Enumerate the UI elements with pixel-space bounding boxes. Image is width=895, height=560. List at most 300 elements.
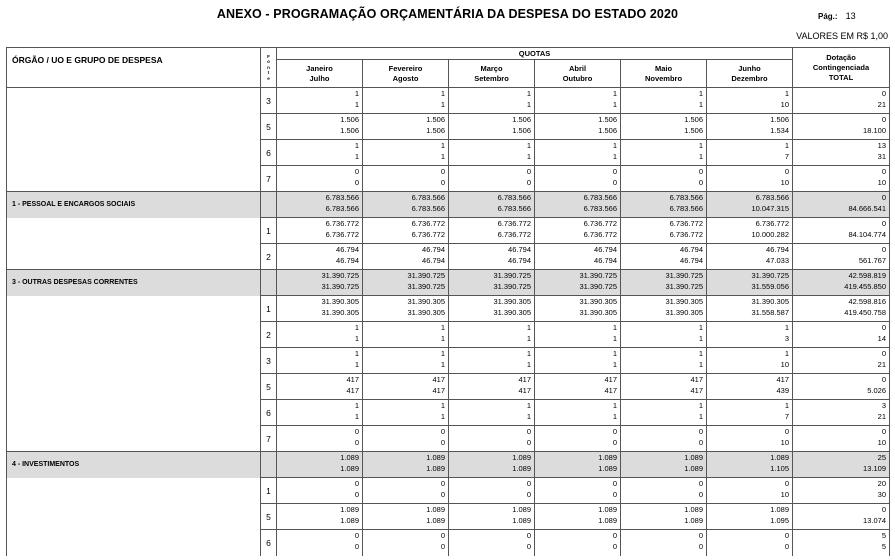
value-first-half: 6.783.566	[411, 193, 445, 202]
value-second-half: 0	[354, 178, 359, 187]
value-first-half: 1.089	[684, 453, 703, 462]
orgao-cell	[7, 478, 261, 504]
value-second-half: 1.089	[598, 516, 617, 525]
value-first-half: 1	[354, 401, 359, 410]
value-second-half: 561.767	[858, 256, 886, 265]
value-second-half: 6.736.772	[583, 230, 617, 239]
value-first-half: 42.598.816	[848, 297, 886, 306]
quota-cell	[449, 244, 535, 270]
value-second-half: 47.033	[766, 256, 789, 265]
quota-cell	[621, 192, 707, 218]
quota-cell	[449, 322, 535, 348]
value-first-half: 6.736.772	[755, 219, 789, 228]
value-second-half: 0	[354, 490, 359, 499]
quota-cell	[277, 218, 363, 244]
value-first-half: 1	[612, 349, 617, 358]
value-first-half: 6.783.566	[325, 193, 359, 202]
quota-cell	[621, 452, 707, 478]
value-first-half: 6.783.566	[669, 193, 703, 202]
value-second-half: 46.794	[422, 256, 445, 265]
value-first-half: 46.794	[680, 245, 703, 254]
quota-cell	[363, 244, 449, 270]
quota-cell	[535, 270, 621, 296]
value-first-half: 1.506	[512, 115, 531, 124]
value-second-half: 417	[518, 386, 531, 395]
quota-cell	[277, 270, 363, 296]
value-second-half: 1	[612, 360, 617, 369]
value-second-half: 1	[354, 152, 359, 161]
value-first-half: 0	[526, 427, 531, 436]
value-first-half: 6.736.772	[411, 219, 445, 228]
value-second-half: 5.026	[867, 386, 886, 395]
quota-cell	[621, 374, 707, 400]
value-first-half: 1	[526, 89, 531, 98]
values-unit-note: VALORES EM R$ 1,00	[796, 31, 888, 41]
value-second-half: 1	[526, 100, 531, 109]
value-second-half: 1.506	[340, 126, 359, 135]
value-first-half: 0	[354, 167, 359, 176]
page-number: 13	[845, 11, 856, 21]
value-second-half: 1.095	[770, 516, 789, 525]
value-first-half: 1	[354, 349, 359, 358]
fonte-row	[7, 166, 890, 192]
fonte-code: 7	[261, 426, 277, 452]
orgao-cell	[7, 140, 261, 166]
quotas-header: QUOTAS	[277, 48, 793, 60]
value-first-half: 0	[612, 427, 617, 436]
quota-cell	[707, 270, 793, 296]
value-second-half: 31.390.725	[321, 282, 359, 291]
value-first-half: 0	[881, 375, 886, 384]
value-first-half: 1.089	[340, 505, 359, 514]
value-second-half: 46.794	[508, 256, 531, 265]
fonte-code: 5	[261, 374, 277, 400]
value-second-half: 10.000.282	[751, 230, 789, 239]
quota-cell	[707, 374, 793, 400]
total-cell	[793, 88, 890, 114]
value-second-half: 10	[877, 438, 886, 447]
value-first-half: 1	[698, 323, 703, 332]
quota-cell	[621, 322, 707, 348]
value-first-half: 0	[784, 531, 789, 540]
quota-cell	[621, 244, 707, 270]
quota-cell	[621, 348, 707, 374]
fonte-header: F o n t e	[261, 48, 277, 88]
fonte-code: 5	[261, 114, 277, 140]
value-second-half: 10	[780, 360, 789, 369]
value-first-half: 417	[690, 375, 703, 384]
value-first-half: 6.736.772	[583, 219, 617, 228]
value-second-half: 0	[698, 178, 703, 187]
quota-cell	[277, 426, 363, 452]
value-second-half: 31.390.305	[407, 308, 445, 317]
total-cell	[793, 270, 890, 296]
value-first-half: 46.794	[336, 245, 359, 254]
value-second-half: 10	[780, 490, 789, 499]
value-first-half: 1.506	[770, 115, 789, 124]
quota-cell	[535, 166, 621, 192]
total-cell	[793, 426, 890, 452]
value-first-half: 0	[612, 167, 617, 176]
quota-cell	[277, 504, 363, 530]
value-second-half: 417	[346, 386, 359, 395]
value-first-half: 1	[698, 349, 703, 358]
value-second-half: 6.736.772	[411, 230, 445, 239]
value-first-half: 1	[354, 141, 359, 150]
quota-cell	[449, 504, 535, 530]
quota-cell	[707, 140, 793, 166]
value-first-half: 46.794	[422, 245, 445, 254]
value-second-half: 46.794	[336, 256, 359, 265]
value-first-half: 0	[698, 167, 703, 176]
value-first-half: 1	[784, 89, 789, 98]
value-first-half: 0	[881, 167, 886, 176]
value-first-half: 0	[526, 531, 531, 540]
value-first-half: 0	[440, 167, 445, 176]
fonte-code: 6	[261, 530, 277, 556]
quota-cell	[535, 192, 621, 218]
value-first-half: 1	[612, 89, 617, 98]
value-first-half: 1.506	[426, 115, 445, 124]
value-first-half: 13	[877, 141, 886, 150]
value-second-half: 6.783.566	[669, 204, 703, 213]
quota-cell	[449, 452, 535, 478]
value-first-half: 1	[526, 141, 531, 150]
fonte-row	[7, 426, 890, 452]
value-first-half: 1.089	[770, 453, 789, 462]
value-first-half: 46.794	[508, 245, 531, 254]
value-first-half: 1.089	[426, 505, 445, 514]
value-first-half: 42.598.819	[848, 271, 886, 280]
value-second-half: 84.104.774	[848, 230, 886, 239]
value-second-half: 1	[526, 360, 531, 369]
value-second-half: 1.506	[426, 126, 445, 135]
quota-cell	[621, 218, 707, 244]
value-second-half: 6.783.566	[325, 204, 359, 213]
value-first-half: 31.390.725	[579, 271, 617, 280]
value-first-half: 1	[354, 89, 359, 98]
value-second-half: 6.783.566	[583, 204, 617, 213]
value-second-half: 1.089	[512, 516, 531, 525]
value-first-half: 1	[698, 401, 703, 410]
quota-cell	[449, 426, 535, 452]
month-header: Janeiro Julho	[277, 60, 363, 88]
quota-cell	[449, 530, 535, 556]
value-first-half: 0	[881, 505, 886, 514]
value-second-half: 0	[526, 542, 531, 551]
quota-cell	[707, 452, 793, 478]
value-second-half: 1	[698, 152, 703, 161]
value-first-half: 0	[612, 531, 617, 540]
value-first-half: 1	[698, 89, 703, 98]
value-first-half: 0	[698, 479, 703, 488]
value-second-half: 21	[877, 100, 886, 109]
value-second-half: 1	[526, 412, 531, 421]
quota-cell	[277, 478, 363, 504]
value-second-half: 1	[612, 152, 617, 161]
value-first-half: 0	[354, 479, 359, 488]
orgao-cell	[7, 88, 261, 114]
value-second-half: 1.506	[684, 126, 703, 135]
quota-cell	[449, 478, 535, 504]
value-second-half: 1	[440, 334, 445, 343]
quota-cell	[449, 88, 535, 114]
quota-cell	[449, 270, 535, 296]
month-header: Fevereiro Agosto	[363, 60, 449, 88]
value-first-half: 46.794	[766, 245, 789, 254]
quota-cell	[363, 504, 449, 530]
value-second-half: 0	[440, 542, 445, 551]
value-second-half: 21	[877, 412, 886, 421]
fonte-row	[7, 140, 890, 166]
quota-cell	[535, 296, 621, 322]
value-second-half: 13.074	[863, 516, 886, 525]
total-cell	[793, 140, 890, 166]
fonte-code: 6	[261, 140, 277, 166]
value-second-half: 1	[440, 100, 445, 109]
value-first-half: 0	[440, 479, 445, 488]
quota-cell	[707, 348, 793, 374]
value-first-half: 0	[698, 427, 703, 436]
quota-cell	[363, 452, 449, 478]
value-first-half: 31.390.725	[493, 271, 531, 280]
value-first-half: 31.390.725	[751, 271, 789, 280]
group-row	[7, 192, 890, 218]
value-first-half: 31.390.305	[751, 297, 789, 306]
value-second-half: 0	[784, 542, 789, 551]
value-second-half: 1.105	[770, 464, 789, 473]
quota-cell	[707, 114, 793, 140]
value-second-half: 1.089	[684, 516, 703, 525]
value-second-half: 5	[881, 542, 886, 551]
value-first-half: 0	[784, 427, 789, 436]
fonte-row	[7, 296, 890, 322]
value-second-half: 1	[440, 152, 445, 161]
total-cell	[793, 192, 890, 218]
value-first-half: 31.390.305	[493, 297, 531, 306]
group-row	[7, 452, 890, 478]
fonte-row	[7, 322, 890, 348]
quota-cell	[535, 348, 621, 374]
value-first-half: 0	[784, 479, 789, 488]
fonte-code: 7	[261, 166, 277, 192]
value-first-half: 1	[354, 323, 359, 332]
quota-cell	[535, 140, 621, 166]
value-first-half: 417	[776, 375, 789, 384]
quota-cell	[621, 114, 707, 140]
value-first-half: 0	[526, 479, 531, 488]
month-header: Maio Novembro	[621, 60, 707, 88]
value-second-half: 10	[780, 438, 789, 447]
fonte-code	[261, 452, 277, 478]
quota-cell	[363, 400, 449, 426]
total-cell	[793, 166, 890, 192]
value-second-half: 3	[784, 334, 789, 343]
fonte-code: 1	[261, 478, 277, 504]
quota-cell	[707, 218, 793, 244]
value-first-half: 0	[354, 427, 359, 436]
value-second-half: 10	[780, 178, 789, 187]
value-second-half: 1.089	[598, 464, 617, 473]
quota-cell	[535, 400, 621, 426]
value-second-half: 31.559.056	[751, 282, 789, 291]
fonte-code: 3	[261, 88, 277, 114]
group-row	[7, 270, 890, 296]
quota-cell	[449, 218, 535, 244]
fonte-code: 1	[261, 218, 277, 244]
value-second-half: 1.534	[770, 126, 789, 135]
value-first-half: 0	[612, 479, 617, 488]
value-second-half: 0	[612, 178, 617, 187]
quota-cell	[363, 166, 449, 192]
value-first-half: 1.089	[598, 505, 617, 514]
quota-cell	[277, 296, 363, 322]
fonte-row	[7, 348, 890, 374]
quota-cell	[277, 140, 363, 166]
quota-cell	[363, 192, 449, 218]
value-second-half: 1	[526, 334, 531, 343]
value-first-half: 1	[698, 141, 703, 150]
value-second-half: 0	[612, 542, 617, 551]
value-second-half: 7	[784, 412, 789, 421]
fonte-row	[7, 530, 890, 556]
total-cell	[793, 374, 890, 400]
value-second-half: 31.390.725	[665, 282, 703, 291]
value-first-half: 1	[612, 141, 617, 150]
value-second-half: 6.736.772	[669, 230, 703, 239]
value-second-half: 1	[612, 412, 617, 421]
value-first-half: 1	[440, 323, 445, 332]
value-first-half: 6.783.566	[497, 193, 531, 202]
quota-cell	[621, 478, 707, 504]
value-first-half: 1.506	[684, 115, 703, 124]
value-first-half: 31.390.305	[665, 297, 703, 306]
fonte-row	[7, 218, 890, 244]
fonte-code: 2	[261, 244, 277, 270]
dotacao-header: Dotação Contingenciada TOTAL	[793, 48, 890, 88]
quota-cell	[621, 296, 707, 322]
orgao-cell	[7, 400, 261, 426]
value-first-half: 1	[784, 349, 789, 358]
value-second-half: 439	[776, 386, 789, 395]
value-first-half: 0	[881, 323, 886, 332]
orgao-header: ÓRGÃO / UO E GRUPO DE DESPESA	[7, 48, 261, 88]
value-first-half: 31.390.725	[665, 271, 703, 280]
value-first-half: 0	[881, 245, 886, 254]
value-second-half: 1.506	[512, 126, 531, 135]
quota-cell	[707, 478, 793, 504]
value-second-half: 0	[612, 438, 617, 447]
quota-cell	[707, 322, 793, 348]
total-cell	[793, 452, 890, 478]
fonte-code: 5	[261, 504, 277, 530]
group-label: 1 - PESSOAL E ENCARGOS SOCIAIS	[7, 192, 261, 218]
value-second-half: 1	[698, 360, 703, 369]
value-first-half: 6.736.772	[669, 219, 703, 228]
value-second-half: 1	[354, 412, 359, 421]
quota-cell	[277, 322, 363, 348]
quota-cell	[449, 166, 535, 192]
value-second-half: 10	[877, 178, 886, 187]
month-header: Março Setembro	[449, 60, 535, 88]
month-header: Abril Outubro	[535, 60, 621, 88]
value-first-half: 1	[784, 323, 789, 332]
value-first-half: 6.783.566	[755, 193, 789, 202]
value-first-half: 1	[440, 141, 445, 150]
value-first-half: 1.506	[340, 115, 359, 124]
group-label: 3 - OUTRAS DESPESAS CORRENTES	[7, 270, 261, 296]
value-first-half: 417	[346, 375, 359, 384]
value-second-half: 1	[526, 152, 531, 161]
quota-cell	[621, 88, 707, 114]
value-first-half: 417	[432, 375, 445, 384]
value-second-half: 31	[877, 152, 886, 161]
quota-cell	[707, 296, 793, 322]
quota-cell	[621, 166, 707, 192]
quota-cell	[707, 400, 793, 426]
value-second-half: 21	[877, 360, 886, 369]
value-second-half: 417	[604, 386, 617, 395]
quota-cell	[277, 400, 363, 426]
value-second-half: 0	[698, 438, 703, 447]
quota-cell	[535, 478, 621, 504]
quota-cell	[621, 270, 707, 296]
quota-cell	[363, 218, 449, 244]
value-first-half: 1	[612, 323, 617, 332]
quota-cell	[449, 400, 535, 426]
total-cell	[793, 530, 890, 556]
quota-cell	[707, 530, 793, 556]
value-second-half: 1	[440, 360, 445, 369]
quota-cell	[535, 218, 621, 244]
quota-cell	[449, 140, 535, 166]
report-title: ANEXO - PROGRAMAÇÃO ORÇAMENTÁRIA DA DESPESA DO ESTADO 2020	[216, 7, 679, 21]
value-first-half: 5	[881, 531, 886, 540]
orgao-cell	[7, 322, 261, 348]
quota-cell	[535, 426, 621, 452]
quota-cell	[449, 348, 535, 374]
total-cell	[793, 322, 890, 348]
value-second-half: 0	[440, 438, 445, 447]
value-second-half: 1	[440, 412, 445, 421]
quota-cell	[535, 88, 621, 114]
value-second-half: 419.455.850	[844, 282, 886, 291]
orgao-cell	[7, 374, 261, 400]
total-cell	[793, 478, 890, 504]
value-first-half: 3	[881, 401, 886, 410]
quota-cell	[449, 296, 535, 322]
fonte-code: 3	[261, 348, 277, 374]
orgao-cell	[7, 296, 261, 322]
quota-cell	[363, 530, 449, 556]
quota-cell	[363, 114, 449, 140]
value-second-half: 1	[612, 100, 617, 109]
quota-cell	[535, 244, 621, 270]
quota-cell	[363, 374, 449, 400]
value-first-half: 0	[881, 193, 886, 202]
group-label: 4 - INVESTIMENTOS	[7, 452, 261, 478]
value-second-half: 1	[698, 334, 703, 343]
value-first-half: 1.089	[770, 505, 789, 514]
fonte-code: 2	[261, 322, 277, 348]
quota-cell	[707, 88, 793, 114]
value-first-half: 1	[784, 401, 789, 410]
value-first-half: 1	[440, 349, 445, 358]
value-second-half: 1.089	[340, 516, 359, 525]
value-second-half: 31.390.305	[665, 308, 703, 317]
value-second-half: 31.558.587	[751, 308, 789, 317]
value-second-half: 1.089	[426, 464, 445, 473]
